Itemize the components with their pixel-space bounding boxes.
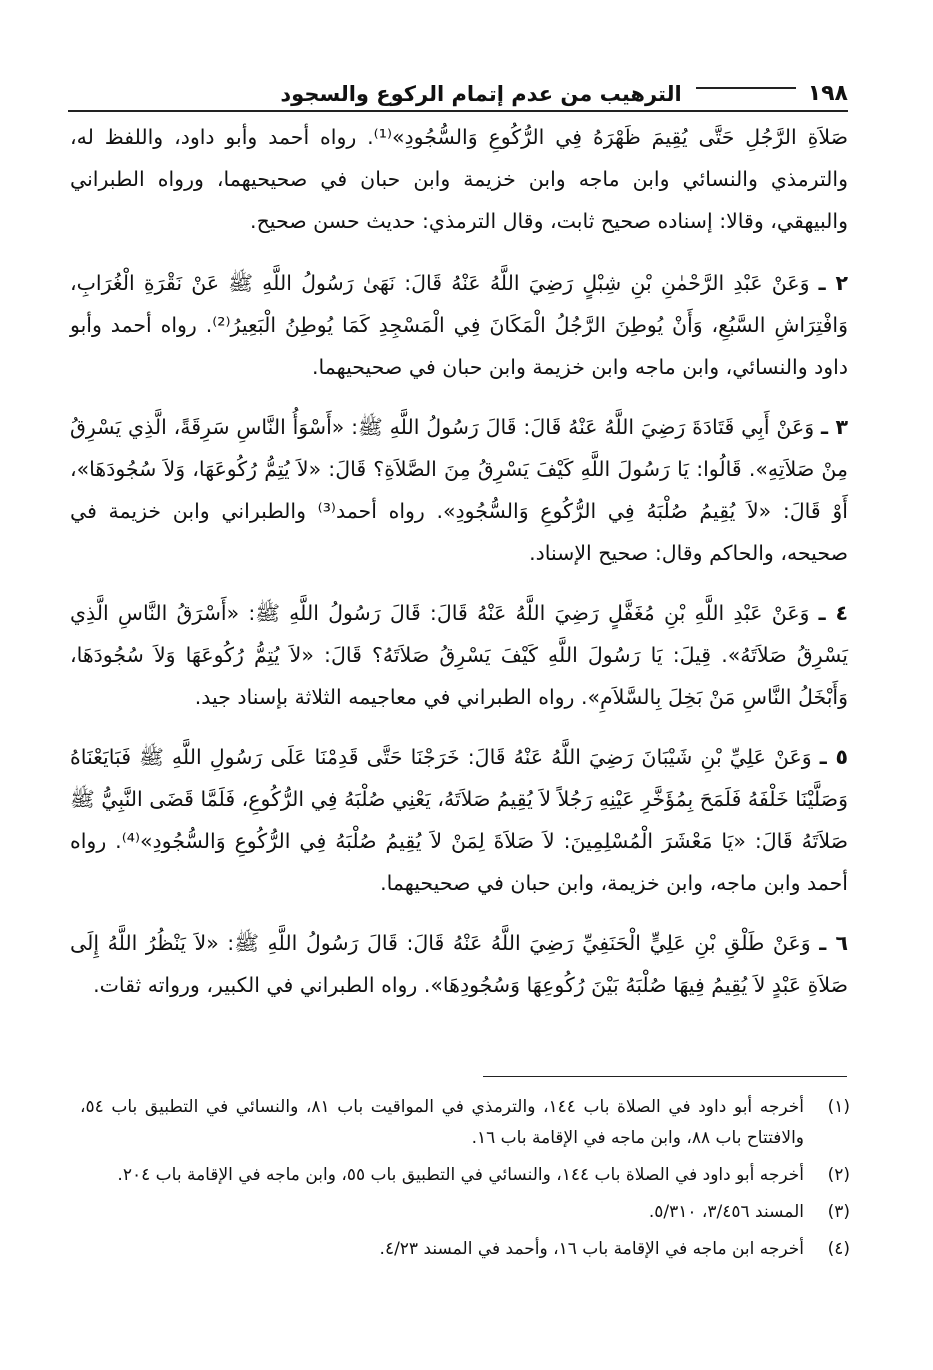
footnote-marker: (٣) [827, 1202, 850, 1222]
page-header [68, 66, 848, 112]
hadith-paragraph-3 [70, 406, 848, 574]
footnote-marker: (١) [827, 1097, 850, 1117]
paragraph-number: ٢ ـ [818, 271, 848, 295]
paragraph-number: ٥ ـ [819, 745, 848, 769]
hadith-paragraph-5 [70, 736, 848, 904]
hadith-paragraph-4 [70, 592, 848, 718]
paragraph-text: وَعَنْ عَبْدِ الرَّحْمٰنِ بْنِ شِبْلٍ رَضِيَ اللَّهُ عَنْهُ قَالَ: نَهَىٰ رَسُولُ اللَّهِ ﷺ عَنْ نَقْرَةِ الْغُرَابِ، وَافْتِرَاشِ السَّبُعِ، وَأَنْ يُوطِنَ الرَّجُلُ الْمَكَانَ فِي الْمَسْجِدِ كَمَا يُوطِنُ الْبَعِيرُ⁽²⁾. رواه أحمد وأبو داود والنسائي، وابن ماجه وابن خزيمة وابن حبان في صحيحيهما. [70, 271, 848, 379]
header-rule [696, 87, 796, 89]
page-number: ١٩٨ [807, 81, 848, 106]
footnotes [80, 1092, 850, 1271]
paragraph-text: وَعَنْ أَبِي قَتَادَةَ رَضِيَ اللَّهُ عَنْهُ قَالَ: قَالَ رَسُولُ اللَّهِ ﷺ: «أَسْوَأُ النَّاسِ سَرِقَةً، الَّذِي يَسْرِقُ مِنْ صَلاَتِهِ». قَالُوا: يَا رَسُولَ اللَّهِ كَيْفَ يَسْرِقُ مِنَ الصَّلاَةِ؟ قَالَ: «لاَ يُتِمُّ رُكُوعَهَا، وَلاَ سُجُودَهَا»، أَوْ قَالَ: «لاَ يُقِيمُ صُلْبَهُ فِي الرُّكُوعِ وَالسُّجُودِ». رواه أحمد⁽³⁾ والطبراني وابن خزيمة في صحيحه، والحاكم وقال: صحيح الإسناد. [70, 415, 848, 565]
paragraph-number: ٤ ـ [818, 601, 848, 625]
footnote-text: أخرجه أبو داود في الصلاة باب ١٤٤، والترمذي في المواقيت باب ٨١، والنسائي في التطبيق باب ٥٤، والافتتاح باب ٨٨، وابن ماجه في الإقامة باب ١٦. [80, 1097, 804, 1148]
footnote-marker: (٢) [827, 1165, 850, 1185]
footnote-3 [80, 1197, 850, 1228]
footnote-4 [80, 1234, 850, 1265]
footnote-2 [80, 1160, 850, 1191]
footnote-1 [80, 1092, 850, 1154]
footnote-text: أخرجه أبو داود في الصلاة باب ١٤٤، والنسائي في التطبيق باب ٥٥، وابن ماجه في الإقامة باب ٢٠٤. [117, 1165, 804, 1185]
paragraph-text: صَلاَةِ الرَّجُلِ حَتَّى يُقِيمَ ظَهْرَهُ فِي الرُّكُوعِ وَالسُّجُودِ»⁽¹⁾. رواه أحمد وأبو داود، واللفظ له، والترمذي والنسائي وابن ماجه وابن خزيمة وابن حبان في صحيحيهما، ورواه الطبراني والبيهقي، وقالا: إسناده صحيح ثابت، وقال الترمذي: حديث حسن صحيح. [70, 125, 848, 233]
paragraph-text: وَعَنْ عَلِيِّ بْنِ شَيْبَانَ رَضِيَ اللَّهُ عَنْهُ قَالَ: خَرَجْنَا حَتَّى قَدِمْنَا عَلَى رَسُولِ اللَّهِ ﷺ فَبَايَعْنَاهُ وَصَلَّيْنَا خَلْفَهُ فَلَمَحَ بِمُؤَخَّرِ عَيْنِهِ رَجُلاً لاَ يُقِيمُ صَلاَتَهُ، يَعْنِي صُلْبَهُ فِي الرُّكُوعِ، فَلَمَّا قَضَى النَّبِيُّ ﷺ صَلاَتَهُ قَالَ: «يَا مَعْشَرَ الْمُسْلِمِينَ: لاَ صَلاَةَ لِمَنْ لاَ يُقِيمُ صُلْبَهُ فِي الرُّكُوعِ وَالسُّجُودِ»⁽⁴⁾. رواه أحمد وابن ماجه، وابن خزيمة، وابن حبان في صحيحيهما. [70, 745, 848, 895]
footnote-text: المسند ٣/٤٥٦، ٥/٣١٠. [648, 1202, 804, 1222]
paragraph-number: ٣ ـ [821, 415, 848, 439]
footnote-marker: (٤) [827, 1239, 850, 1259]
hadith-paragraph-2 [70, 262, 848, 388]
running-title: الترهيب من عدم إتمام الركوع والسجود [280, 82, 682, 106]
main-text [70, 116, 848, 1024]
paragraph-continuation [70, 116, 848, 242]
paragraph-text: وَعَنْ عَبْدِ اللَّهِ بْنِ مُغَفَّلٍ رَضِيَ اللَّهُ عَنْهُ قَالَ: قَالَ رَسُولُ اللَّهِ ﷺ: «أَسْرَقُ النَّاسِ الَّذِي يَسْرِقُ صَلاَتَهُ». قِيلَ: يَا رَسُولَ اللَّهِ كَيْفَ يَسْرِقُ صَلاَتَهُ؟ قَالَ: «لاَ يُتِمُّ رُكُوعَهَا وَلاَ سُجُودَهَا، وَأَبْخَلُ النَّاسِ مَنْ بَخِلَ بِالسَّلاَمِ». رواه الطبراني في معاجيمه الثلاثة بإسناد جيد. [70, 601, 848, 709]
paragraph-text: وَعَنْ طَلْقِ بْنِ عَلِيٍّ الْحَنَفِيِّ رَضِيَ اللَّهُ عَنْهُ قَالَ: قَالَ رَسُولُ اللَّهِ ﷺ: «لاَ يَنْظُرُ اللَّهُ إِلَى صَلاَةِ عَبْدٍ لاَ يُقِيمُ فِيهَا صُلْبَهُ بَيْنَ رُكُوعِهَا وَسُجُودِهَا». رواه الطبراني في الكبير، ورواته ثقات. [70, 931, 848, 997]
footnote-divider [483, 1076, 847, 1077]
hadith-paragraph-6 [70, 922, 848, 1006]
paragraph-number: ٦ ـ [819, 931, 848, 955]
footnote-text: أخرجه ابن ماجه في الإقامة باب ١٦، وأحمد في المسند ٤/٢٣. [379, 1239, 804, 1259]
